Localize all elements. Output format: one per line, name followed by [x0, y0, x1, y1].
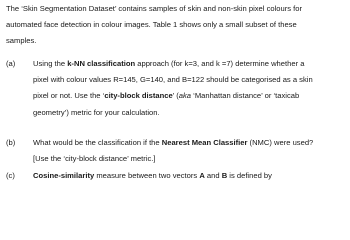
- text-run: (NMC) were used?: [247, 138, 314, 147]
- intro-paragraph: [6, 1, 344, 50]
- bold-term: city-block distance: [104, 91, 173, 101]
- question-label: (b): [6, 138, 16, 147]
- italic-term: aka: [178, 91, 192, 101]
- text-run: pixel or not. Use the ‘: [33, 91, 105, 101]
- question-line: [33, 135, 347, 151]
- question-label: (a): [6, 59, 16, 68]
- question-label: (c): [6, 171, 15, 180]
- text-run: What would be the classification if the: [33, 138, 162, 147]
- bold-term: Cosine-similarity: [33, 171, 95, 180]
- text-run: measure between two vectors: [94, 171, 200, 180]
- intro-line: automated face detection in colour images. Table 1 shows only a small subset of these: [6, 20, 297, 30]
- question-line: [33, 88, 347, 104]
- question-text: [33, 56, 347, 121]
- question-text: [33, 168, 347, 184]
- vector-symbol: A: [199, 171, 205, 180]
- question-line: geometry’) metric for your calculation.: [33, 107, 160, 117]
- text-run: ‘Manhattan distance’ or ‘taxicab: [191, 91, 300, 101]
- intro-line: The ‘Skin Segmentation Dataset’ contains samples of skin and non-skin pixel colours for: [6, 4, 303, 13]
- text-run: approach (for k=3, and k =7) determine whether a: [135, 59, 305, 68]
- question-text: [33, 135, 347, 167]
- bold-term: Nearest Mean Classifier: [161, 138, 248, 147]
- question-line: [33, 56, 347, 72]
- question-line: [33, 168, 347, 184]
- text-run: ’ (: [172, 91, 179, 101]
- bold-term: k-NN classification: [67, 59, 136, 68]
- text-run: Using the: [33, 59, 68, 68]
- intro-line: samples.: [6, 36, 37, 46]
- text-run: and: [204, 171, 222, 180]
- question-line: [Use the ‘city-block distance’ metric.]: [33, 154, 156, 164]
- text-run: is defined by: [227, 171, 272, 180]
- vector-symbol: B: [221, 171, 228, 180]
- question-line: pixel with colour values R=145, G=140, and B=122 should be categorised as a skin: [33, 75, 313, 85]
